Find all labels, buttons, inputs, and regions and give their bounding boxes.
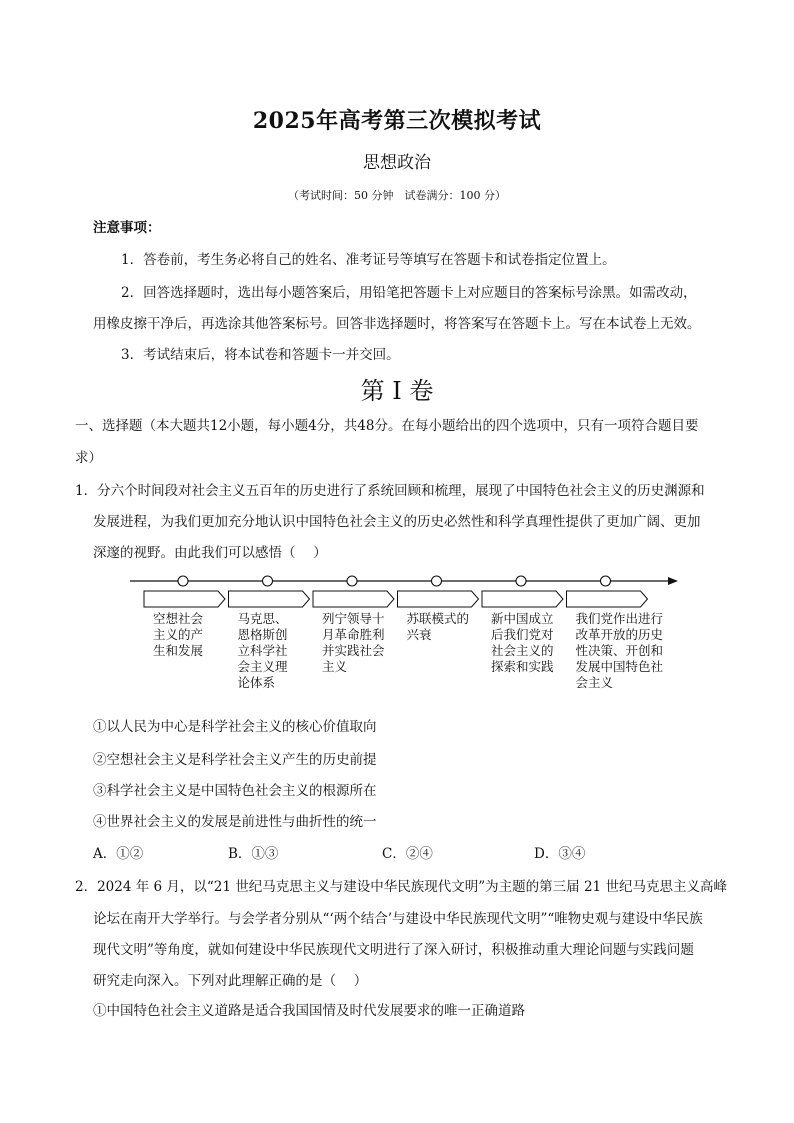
- q2-stem: 2．2024 年 6 月，以“21 世纪马克思主义与建设中华民族现代文明”为主题的第三届 21 世纪马克思主义高峰: [75, 879, 727, 895]
- timeline-label-box: [144, 591, 225, 607]
- timeline-text: 苏联模式的: [406, 611, 470, 626]
- q1-statement: ②空想社会主义是科学社会主义产生的历史前提: [93, 752, 377, 768]
- timeline-arrow-icon: [668, 577, 678, 585]
- timeline-text: 并实践社会: [322, 643, 385, 658]
- timeline-label-box: [567, 591, 648, 607]
- timeline-text: 会主义理: [237, 659, 288, 674]
- notice-line: 2．回答选择题时，选出每小题答案后，用铅笔把答题卡上对应题目的答案标号涂黑。如需改动，: [121, 285, 697, 301]
- timeline-label-box: [482, 591, 563, 607]
- timeline-text: 后我们党对: [491, 627, 554, 642]
- timeline-text: 探索和实践: [491, 659, 554, 674]
- timeline-text: 我们党作出进行: [575, 611, 664, 626]
- q2-stem: 现代文明”等角度，就如何建设中华民族现代文明进行了深入研讨，积极推动重大理论问题与实践问题: [93, 942, 694, 958]
- notice-line: 1．答卷前，考生务必将自己的姓名、准考证号等填写在答题卡和试卷指定位置上。: [121, 252, 616, 268]
- section-title: 第 I 卷: [360, 377, 434, 405]
- timeline-text: 论体系: [237, 675, 276, 690]
- q1-stem: 1．分六个时间段对社会主义五百年的历史进行了系统回顾和梳理，展现了中国特色社会主义的历史渊源和: [75, 483, 705, 499]
- notice-line: 3．考试结束后，将本试卷和答题卡一并交回。: [121, 347, 400, 363]
- exam-title: 2025年高考第三次模拟考试: [252, 108, 542, 134]
- timeline-text: 兴衰: [406, 627, 432, 642]
- q1-timeline-figure: [0, 568, 794, 698]
- q2-statement: ①中国特色社会主义道路是适合我国国情及时代发展要求的唯一正确道路: [93, 1003, 525, 1019]
- timeline-text: 主义: [322, 659, 348, 674]
- timeline-text: 立科学社: [237, 643, 288, 658]
- q1-statement: ①以人民为中心是科学社会主义的核心价值取向: [93, 719, 377, 735]
- timeline-text: 社会主义的: [491, 643, 554, 658]
- notice-heading: 注意事项：: [93, 220, 161, 236]
- timeline-node: [432, 576, 442, 586]
- timeline-text: 主义的产: [153, 627, 204, 642]
- timeline-label-box: [398, 591, 479, 607]
- timeline-text: 新中国成立: [491, 611, 554, 626]
- timeline-label-box: [229, 591, 310, 607]
- section-instructions: 一、选择题（本大题共12小题，每小题4分，共48分。在每小题给出的四个选项中，只有一项符合题目要: [75, 418, 699, 434]
- timeline-text: 列宁领导十: [322, 611, 385, 626]
- q1-option-a[interactable]: A．①②: [93, 846, 144, 862]
- timeline-text: 改革开放的历史: [575, 627, 664, 642]
- timeline-text: 马克思、: [237, 611, 288, 626]
- timeline-text: 会主义: [575, 675, 614, 690]
- q1-statement: ④世界社会主义的发展是前进性与曲折性的统一: [93, 814, 377, 830]
- timeline-label-box: [313, 591, 394, 607]
- q1-statement: ③科学社会主义是中国特色社会主义的根源所在: [93, 783, 377, 799]
- timeline-text: 发展中国特色社: [575, 659, 664, 674]
- q1-stem: 深邃的视野。由此我们可以感悟（ ）: [93, 545, 327, 561]
- q2-stem: 研究走向深入。下列对此理解正确的是（ ）: [93, 973, 368, 989]
- q1-stem: 发展进程，为我们更加充分地认识中国特色社会主义的历史必然性和科学真理性提供了更加广阔、更加: [93, 514, 701, 530]
- q1-option-d[interactable]: D．③④: [534, 846, 586, 862]
- notice-line: 用橡皮擦干净后，再选涂其他答案标号。回答非选择题时，将答案写在答题卡上。写在本试卷上无效。: [93, 316, 701, 332]
- timeline-node: [601, 576, 611, 586]
- timeline-text: 生和发展: [153, 643, 204, 658]
- exam-subject: 思想政治: [363, 153, 431, 173]
- q1-option-b[interactable]: B．①③: [228, 846, 279, 862]
- timeline-text: 空想社会: [153, 611, 204, 626]
- timeline-node: [347, 576, 357, 586]
- timeline-node: [516, 576, 526, 586]
- timeline-text: 月革命胜利: [322, 627, 385, 642]
- timeline-node: [178, 576, 188, 586]
- q2-stem: 论坛在南开大学举行。与会学者分别从“‘两个结合’与建设中华民族现代文明”“唯物史观与建设中华民族: [93, 911, 703, 927]
- timeline-node: [263, 576, 273, 586]
- timeline-text: 恩格斯创: [237, 627, 288, 642]
- section-instructions: 求）: [75, 450, 102, 466]
- timeline-text: 性决策、开创和: [575, 643, 664, 658]
- exam-info: （考试时间：50 分钟 试卷满分：100 分）: [288, 189, 506, 202]
- q1-option-c[interactable]: C．②④: [382, 846, 433, 862]
